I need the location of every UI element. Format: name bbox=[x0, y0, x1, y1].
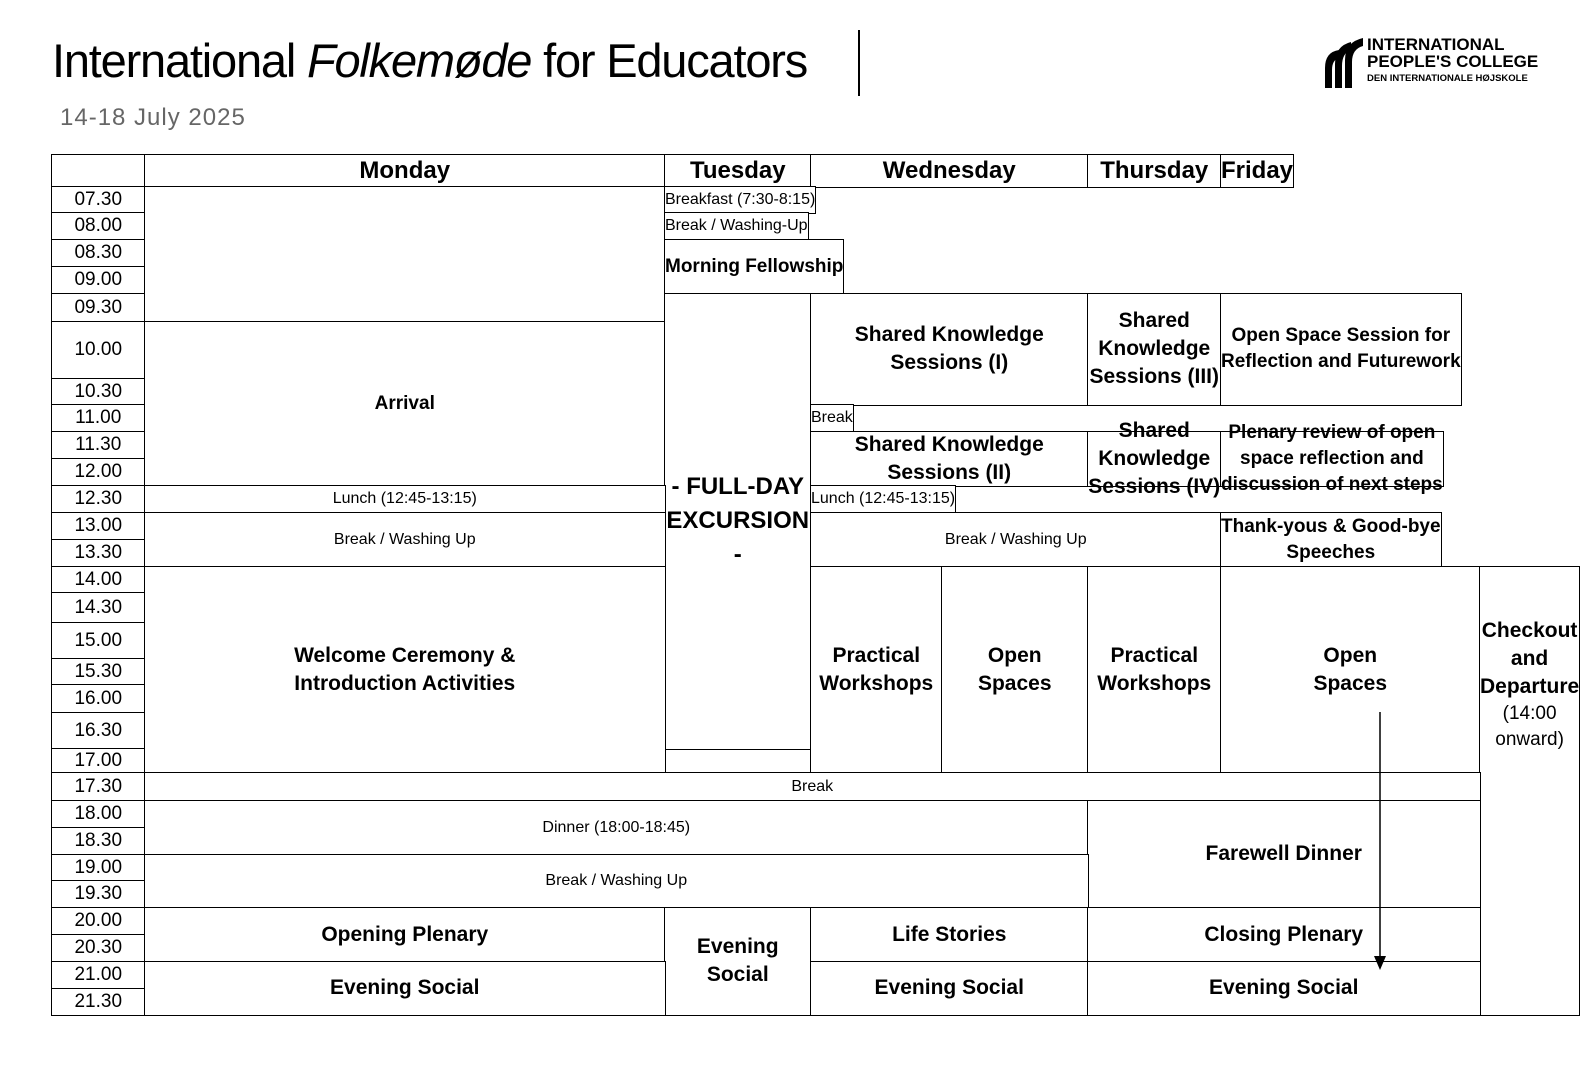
event-label: Lunch (12:45-13:15) bbox=[332, 490, 477, 508]
time-label: 18.00 bbox=[74, 803, 123, 825]
time-slot bbox=[51, 880, 146, 909]
event-label: Opening Plenary bbox=[321, 922, 489, 946]
time-slot bbox=[51, 512, 146, 541]
event-evening-social-tuesday bbox=[664, 907, 812, 1016]
day-header-friday bbox=[1220, 154, 1294, 188]
day-label: Friday bbox=[1221, 156, 1294, 184]
event-label: Life Stories bbox=[892, 922, 1007, 946]
text-cursor bbox=[858, 30, 860, 96]
monday-empty-morning bbox=[144, 186, 666, 323]
title-pre: International bbox=[52, 34, 307, 87]
event-plenary-review bbox=[1220, 421, 1444, 495]
time-slot bbox=[51, 404, 146, 433]
time-slot bbox=[51, 266, 146, 295]
event-checkout-departure bbox=[1479, 566, 1580, 1016]
schedule-grid bbox=[51, 154, 1580, 1032]
event-evening-social-thursday bbox=[1087, 961, 1481, 1016]
event-label: Breakfast (7:30-8:15) bbox=[665, 190, 816, 208]
time-slot bbox=[51, 186, 146, 214]
time-slot bbox=[51, 566, 146, 594]
event-label: Dinner (18:00-18:45) bbox=[542, 818, 691, 836]
event-open-space-session bbox=[1220, 293, 1462, 406]
time-label: 21.30 bbox=[74, 990, 123, 1012]
time-slot bbox=[51, 378, 146, 406]
event-label: Checkout and Departure bbox=[1480, 619, 1580, 698]
event-break-washing-evening bbox=[144, 854, 1089, 909]
logo-mark-icon bbox=[1323, 38, 1365, 90]
event-label: Break bbox=[811, 409, 853, 427]
event-breakfast bbox=[664, 186, 816, 214]
time-label: 08.30 bbox=[74, 242, 123, 264]
day-label: Thursday bbox=[1100, 156, 1209, 184]
event-welcome-ceremony bbox=[144, 566, 666, 774]
event-sub: (14:00 onward) bbox=[1495, 703, 1564, 750]
college-logo bbox=[1323, 36, 1543, 92]
event-line-1: Practical bbox=[1110, 643, 1199, 667]
day-header-tuesday bbox=[664, 154, 812, 188]
event-line-2: Introduction Activities bbox=[294, 671, 516, 695]
time-slot bbox=[51, 485, 146, 514]
time-label: 14.00 bbox=[74, 568, 123, 590]
time-label: 21.00 bbox=[74, 964, 123, 986]
time-label: 20.00 bbox=[74, 910, 123, 932]
time-label: 10.00 bbox=[74, 339, 123, 361]
event-line-2: Spaces bbox=[1313, 671, 1388, 695]
event-practical-workshops-thu bbox=[1087, 566, 1222, 774]
page-title bbox=[52, 33, 807, 89]
time-slot bbox=[51, 800, 146, 829]
event-label: Break / Washing Up bbox=[944, 530, 1087, 548]
corner-cell bbox=[51, 154, 146, 188]
time-slot bbox=[51, 658, 146, 686]
time-label: 15.30 bbox=[74, 660, 123, 682]
event-line-1: Practical bbox=[832, 643, 921, 667]
time-label: 07.30 bbox=[74, 188, 123, 210]
event-line-1: Open Space Session for bbox=[1231, 325, 1451, 347]
time-label: 11.00 bbox=[75, 407, 122, 429]
event-morning-fellowship bbox=[664, 239, 844, 295]
time-slot bbox=[51, 961, 146, 990]
time-label: 16.30 bbox=[74, 719, 123, 741]
time-label: 19.30 bbox=[74, 883, 123, 905]
event-line-2: Speeches bbox=[1286, 541, 1376, 563]
event-dinner bbox=[144, 800, 1089, 856]
time-label: 10.30 bbox=[74, 380, 123, 402]
event-lunch-wed-fri bbox=[810, 485, 956, 514]
time-slot bbox=[51, 712, 146, 750]
day-label: Wednesday bbox=[882, 156, 1016, 184]
day-header-thursday bbox=[1087, 154, 1222, 188]
event-farewell-dinner bbox=[1087, 800, 1481, 909]
event-shared-knowledge-3 bbox=[1087, 293, 1222, 406]
time-label: 17.30 bbox=[74, 775, 123, 797]
event-line-2: Workshops bbox=[819, 671, 934, 695]
event-label: Evening Social bbox=[330, 976, 480, 1000]
event-label: Break / Washing Up bbox=[545, 872, 688, 890]
time-slot bbox=[51, 934, 146, 963]
event-shared-knowledge-4 bbox=[1087, 418, 1222, 498]
time-label: 09.00 bbox=[74, 269, 123, 291]
event-dates: 14-18 July 2025 bbox=[60, 104, 246, 131]
event-line-2: Sessions (I) bbox=[890, 351, 1009, 375]
event-evening-social-wednesday bbox=[810, 961, 1089, 1016]
time-label: 18.30 bbox=[74, 830, 123, 852]
time-slot bbox=[51, 748, 146, 774]
time-slot bbox=[51, 827, 146, 856]
time-slot bbox=[51, 622, 146, 660]
event-label: Farewell Dinner bbox=[1205, 842, 1362, 866]
event-label: Morning Fellowship bbox=[665, 255, 844, 277]
event-practical-workshops-wed bbox=[810, 566, 943, 774]
event-label: Evening Social bbox=[1209, 976, 1359, 1000]
event-arrival bbox=[144, 321, 666, 487]
event-label: Break / Washing-Up bbox=[665, 217, 808, 235]
event-break-morning bbox=[810, 404, 854, 433]
time-label: 19.00 bbox=[74, 856, 123, 878]
down-arrow-icon bbox=[1370, 712, 1390, 972]
time-slot bbox=[51, 988, 146, 1016]
event-line-1: Open bbox=[987, 643, 1042, 667]
event-label: Arrival bbox=[374, 392, 435, 414]
event-break-washing-wed-thu bbox=[810, 512, 1222, 568]
event-line-2: Spaces bbox=[977, 671, 1052, 695]
time-slot bbox=[51, 431, 146, 460]
event-line-3: discussion of next steps bbox=[1221, 473, 1443, 495]
time-slot bbox=[51, 592, 146, 624]
event-evening-social-monday bbox=[144, 961, 666, 1016]
logo-line-1: INTERNATIONAL bbox=[1367, 35, 1505, 54]
event-full-day-excursion bbox=[664, 293, 812, 750]
time-slot bbox=[51, 321, 146, 380]
logo-line-2: PEOPLE'S COLLEGE bbox=[1367, 52, 1539, 71]
event-line-1: Plenary review of open bbox=[1228, 421, 1436, 443]
day-header-monday bbox=[144, 154, 666, 188]
time-slot bbox=[51, 539, 146, 568]
event-line-2: Reflection and Futurework bbox=[1221, 351, 1461, 373]
event-lunch-monday bbox=[144, 485, 666, 514]
event-break-washing-morning bbox=[664, 212, 809, 241]
day-label: Tuesday bbox=[689, 156, 786, 184]
time-label: 08.00 bbox=[74, 215, 123, 237]
event-label: Closing Plenary bbox=[1204, 922, 1364, 946]
event-line-2: Sessions (IV) bbox=[1088, 474, 1221, 498]
time-label: 13.30 bbox=[74, 542, 123, 564]
event-label: Evening Social bbox=[696, 935, 779, 987]
time-label: 14.30 bbox=[74, 596, 123, 618]
event-line-1: Shared Knowledge bbox=[854, 323, 1044, 347]
event-line-2: space reflection and bbox=[1240, 447, 1424, 469]
event-break-washing-monday bbox=[144, 512, 666, 568]
event-shared-knowledge-1 bbox=[810, 293, 1089, 406]
time-label: 12.00 bbox=[74, 461, 123, 483]
day-label: Monday bbox=[359, 156, 451, 184]
time-slot bbox=[51, 684, 146, 714]
time-label: 15.00 bbox=[74, 629, 123, 651]
event-line-2: Sessions (III) bbox=[1089, 365, 1220, 389]
time-label: 09.30 bbox=[74, 296, 123, 318]
time-slot bbox=[51, 854, 146, 882]
time-label: 12.30 bbox=[74, 488, 123, 510]
day-header-wednesday bbox=[810, 154, 1089, 188]
time-label: 17.00 bbox=[74, 749, 123, 771]
time-label: 13.00 bbox=[74, 515, 123, 537]
time-label: 11.30 bbox=[75, 434, 122, 456]
event-line-2: Workshops bbox=[1097, 671, 1212, 695]
time-slot bbox=[51, 212, 146, 241]
time-slot bbox=[51, 907, 146, 936]
event-line-1: Thank-yous & Good-bye bbox=[1221, 515, 1441, 537]
event-line-2: Sessions (II) bbox=[887, 460, 1012, 484]
event-shared-knowledge-2 bbox=[810, 431, 1089, 487]
logo-line-3: DEN INTERNATIONALE HØJSKOLE bbox=[1367, 73, 1528, 84]
event-label: Break / Washing Up bbox=[333, 530, 476, 548]
event-line-1: Open bbox=[1323, 643, 1378, 667]
event-open-spaces-thu bbox=[1220, 566, 1481, 774]
time-label: 20.30 bbox=[74, 937, 123, 959]
time-slot bbox=[51, 458, 146, 487]
time-label: 16.00 bbox=[74, 687, 123, 709]
event-open-spaces-wed bbox=[941, 566, 1089, 774]
event-opening-plenary bbox=[144, 907, 666, 963]
time-slot bbox=[51, 293, 146, 323]
event-line-1: Shared Knowledge bbox=[1098, 418, 1211, 470]
event-life-stories bbox=[810, 907, 1089, 963]
title-italic: Folkemøde bbox=[306, 34, 532, 87]
event-line-2: EXCURSION - bbox=[666, 507, 810, 569]
time-slot bbox=[51, 772, 146, 802]
event-label: Lunch (12:45-13:15) bbox=[811, 490, 956, 508]
event-line-1: - FULL-DAY bbox=[671, 473, 804, 501]
event-line-1: Shared Knowledge bbox=[854, 432, 1044, 456]
event-break-afternoon bbox=[144, 772, 1481, 802]
time-slot bbox=[51, 239, 146, 268]
event-thankyous-speeches bbox=[1220, 512, 1442, 568]
event-line-1: Shared Knowledge bbox=[1098, 309, 1211, 361]
event-line-1: Welcome Ceremony & bbox=[294, 643, 516, 667]
event-label: Break bbox=[791, 777, 834, 795]
event-label: Evening Social bbox=[874, 976, 1024, 1000]
title-post: for Educators bbox=[531, 34, 808, 87]
event-closing-plenary bbox=[1087, 907, 1481, 963]
